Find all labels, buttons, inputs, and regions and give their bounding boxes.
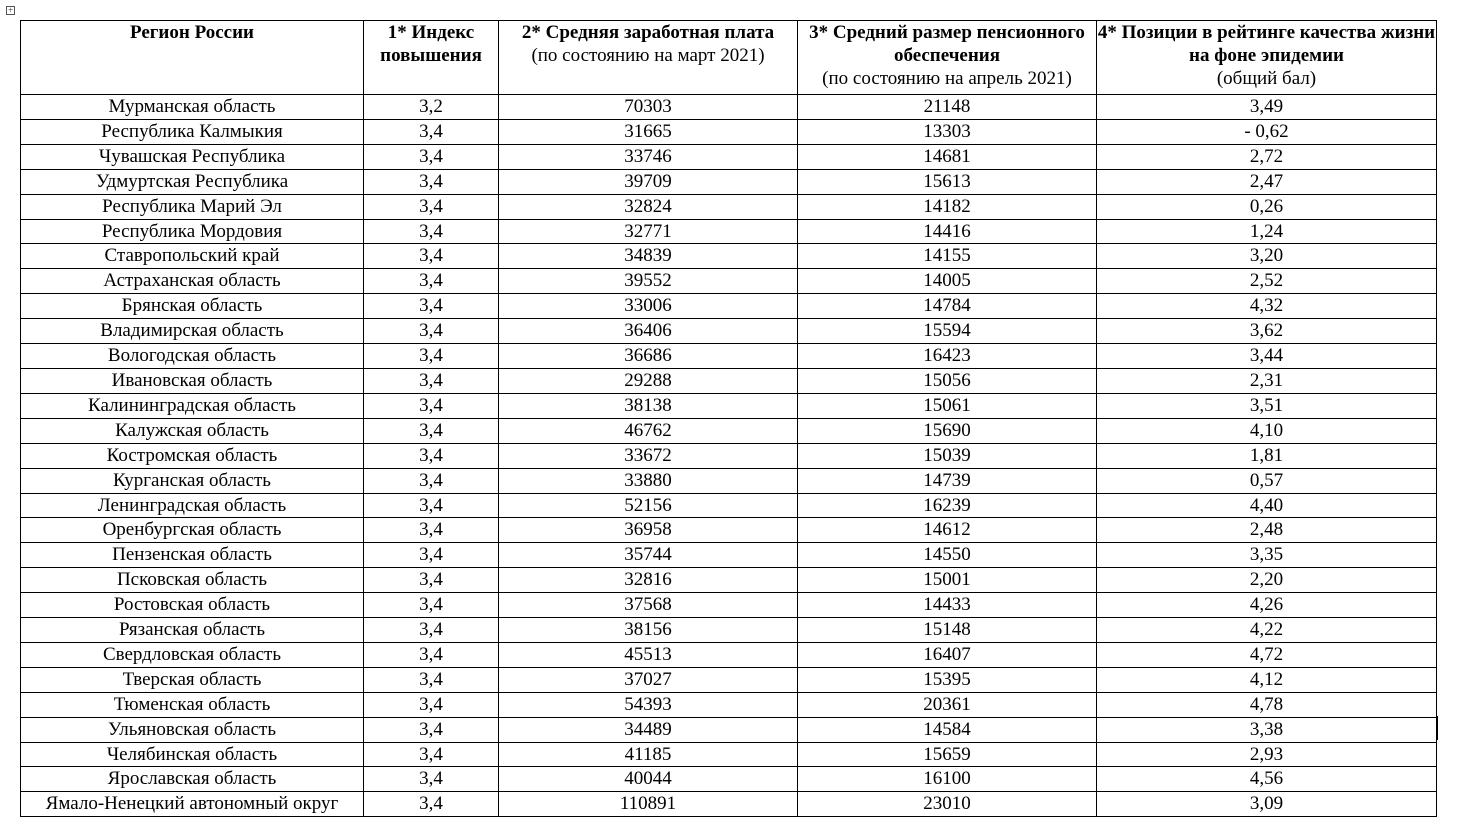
cell-region: Удмуртская Республика <box>21 169 364 194</box>
cell-pension: 14612 <box>798 518 1097 543</box>
cell-salary: 38156 <box>499 618 798 643</box>
cell-rating: 3,44 <box>1097 344 1437 369</box>
cell-salary: 70303 <box>499 95 798 120</box>
cell-pension: 16407 <box>798 642 1097 667</box>
table-row <box>21 194 1437 219</box>
cell-region: Ярославская область <box>21 767 364 792</box>
cell-index: 3,4 <box>364 618 499 643</box>
cell-index: 3,4 <box>364 493 499 518</box>
cell-pension: 15001 <box>798 568 1097 593</box>
cell-index: 3,2 <box>364 95 499 120</box>
cell-rating: 2,52 <box>1097 269 1437 294</box>
cell-pension: 14155 <box>798 244 1097 269</box>
cell-pension: 14681 <box>798 144 1097 169</box>
cell-region: Калининградская область <box>21 393 364 418</box>
cell-region: Ленинградская область <box>21 493 364 518</box>
table-row <box>21 792 1437 817</box>
table-row <box>21 294 1437 319</box>
cell-salary: 29288 <box>499 368 798 393</box>
cell-region: Ростовская область <box>21 593 364 618</box>
cell-pension: 15690 <box>798 418 1097 443</box>
cell-index: 3,4 <box>364 642 499 667</box>
cell-index: 3,4 <box>364 717 499 742</box>
cell-region: Ставропольский край <box>21 244 364 269</box>
cell-rating: 3,49 <box>1097 95 1437 120</box>
table-row <box>21 119 1437 144</box>
cell-rating: 2,93 <box>1097 742 1437 767</box>
table-row <box>21 667 1437 692</box>
cell-index: 3,4 <box>364 344 499 369</box>
cell-salary: 41185 <box>499 742 798 767</box>
cell-region: Курганская область <box>21 468 364 493</box>
cell-pension: 16239 <box>798 493 1097 518</box>
table-row <box>21 618 1437 643</box>
cell-region: Костромская область <box>21 443 364 468</box>
cell-index: 3,4 <box>364 767 499 792</box>
cell-rating: 3,09 <box>1097 792 1437 817</box>
cell-index: 3,4 <box>364 169 499 194</box>
cell-region: Челябинская область <box>21 742 364 767</box>
cell-salary: 33006 <box>499 294 798 319</box>
cell-index: 3,4 <box>364 692 499 717</box>
cell-index: 3,4 <box>364 418 499 443</box>
cell-rating: - 0,62 <box>1097 119 1437 144</box>
cell-index: 3,4 <box>364 593 499 618</box>
cell-region: Ивановская область <box>21 368 364 393</box>
cell-region: Ульяновская область <box>21 717 364 742</box>
cell-salary: 45513 <box>499 642 798 667</box>
table-row <box>21 692 1437 717</box>
header-title: 1* Индекс повышения <box>380 22 482 66</box>
table-row <box>21 443 1437 468</box>
cell-region: Рязанская область <box>21 618 364 643</box>
table-row <box>21 593 1437 618</box>
cell-salary: 46762 <box>499 418 798 443</box>
cell-rating: 4,10 <box>1097 418 1437 443</box>
cell-rating: 1,24 <box>1097 219 1437 244</box>
table-row <box>21 543 1437 568</box>
cell-pension: 16100 <box>798 767 1097 792</box>
cell-pension: 15659 <box>798 742 1097 767</box>
table-row <box>21 244 1437 269</box>
cell-rating: 1,81 <box>1097 443 1437 468</box>
cell-salary: 54393 <box>499 692 798 717</box>
cell-region: Мурманская область <box>21 95 364 120</box>
cell-rating: 0,57 <box>1097 468 1437 493</box>
cell-salary: 33880 <box>499 468 798 493</box>
cell-rating: 4,78 <box>1097 692 1437 717</box>
cell-rating: 2,47 <box>1097 169 1437 194</box>
cell-rating: 4,40 <box>1097 493 1437 518</box>
cell-rating: 0,26 <box>1097 194 1437 219</box>
cell-rating: 2,20 <box>1097 568 1437 593</box>
table-row <box>21 169 1437 194</box>
cell-pension: 15613 <box>798 169 1097 194</box>
cell-index: 3,4 <box>364 194 499 219</box>
table-move-handle-icon[interactable]: + <box>7 5 14 15</box>
cell-region: Пензенская область <box>21 543 364 568</box>
cell-region: Оренбургская область <box>21 518 364 543</box>
cell-pension: 15594 <box>798 319 1097 344</box>
header-title: 3* Средний размер пенсионного обеспечения <box>809 22 1085 66</box>
cell-pension: 14182 <box>798 194 1097 219</box>
cell-rating: 3,51 <box>1097 393 1437 418</box>
cell-salary: 32771 <box>499 219 798 244</box>
cell-region: Владимирская область <box>21 319 364 344</box>
cell-index: 3,4 <box>364 319 499 344</box>
cell-rating: 4,32 <box>1097 294 1437 319</box>
cell-index: 3,4 <box>364 792 499 817</box>
cell-salary: 36686 <box>499 344 798 369</box>
table-row <box>21 418 1437 443</box>
header-note: (по состоянию на март 2021) <box>531 45 765 66</box>
cell-region: Тверская область <box>21 667 364 692</box>
cell-region: Республика Марий Эл <box>21 194 364 219</box>
cell-index: 3,4 <box>364 219 499 244</box>
cell-index: 3,4 <box>364 144 499 169</box>
header-title: Регион России <box>130 22 254 43</box>
cell-rating: 2,48 <box>1097 518 1437 543</box>
cell-salary: 33672 <box>499 443 798 468</box>
cell-region: Калужская область <box>21 418 364 443</box>
cell-index: 3,4 <box>364 568 499 593</box>
text-cursor-mark <box>1437 716 1438 740</box>
table-row <box>21 493 1437 518</box>
cell-rating: 2,72 <box>1097 144 1437 169</box>
cell-salary: 35744 <box>499 543 798 568</box>
cell-pension: 14005 <box>798 269 1097 294</box>
cell-index: 3,4 <box>364 667 499 692</box>
cell-pension: 15148 <box>798 618 1097 643</box>
header-note: (по состоянию на апрель 2021) <box>822 68 1072 89</box>
cell-region: Чувашская Республика <box>21 144 364 169</box>
cell-salary: 36406 <box>499 319 798 344</box>
cell-pension: 14550 <box>798 543 1097 568</box>
header-cell-region <box>21 21 364 95</box>
cell-salary: 34839 <box>499 244 798 269</box>
cell-region: Свердловская область <box>21 642 364 667</box>
table-row <box>21 144 1437 169</box>
cell-salary: 32816 <box>499 568 798 593</box>
cell-index: 3,4 <box>364 518 499 543</box>
cell-pension: 14416 <box>798 219 1097 244</box>
header-cell-rating <box>1097 21 1437 95</box>
cell-rating: 3,62 <box>1097 319 1437 344</box>
cell-region: Республика Мордовия <box>21 219 364 244</box>
cell-pension: 14739 <box>798 468 1097 493</box>
cell-rating: 3,35 <box>1097 543 1437 568</box>
cell-salary: 37027 <box>499 667 798 692</box>
table-row <box>21 468 1437 493</box>
header-title: 4* Позиции в рейтинге качества жизни на фоне эпидемии <box>1097 22 1436 66</box>
cell-salary: 52156 <box>499 493 798 518</box>
cell-index: 3,4 <box>364 368 499 393</box>
cell-index: 3,4 <box>364 443 499 468</box>
table-header <box>21 21 1437 95</box>
cell-salary: 39552 <box>499 269 798 294</box>
cell-salary: 33746 <box>499 144 798 169</box>
cell-rating: 2,31 <box>1097 368 1437 393</box>
cell-index: 3,4 <box>364 543 499 568</box>
cell-pension: 15395 <box>798 667 1097 692</box>
cell-rating: 3,20 <box>1097 244 1437 269</box>
table-row <box>21 344 1437 369</box>
table-row <box>21 219 1437 244</box>
cell-index: 3,4 <box>364 244 499 269</box>
table-row <box>21 568 1437 593</box>
cell-index: 3,4 <box>364 119 499 144</box>
cell-pension: 14784 <box>798 294 1097 319</box>
cell-rating: 4,26 <box>1097 593 1437 618</box>
cell-pension: 14433 <box>798 593 1097 618</box>
table-row <box>21 717 1437 742</box>
cell-salary: 39709 <box>499 169 798 194</box>
header-cell-pension <box>798 21 1097 95</box>
cell-pension: 16423 <box>798 344 1097 369</box>
data-table <box>20 20 1437 817</box>
table-row <box>21 95 1437 120</box>
cell-salary: 34489 <box>499 717 798 742</box>
cell-salary: 38138 <box>499 393 798 418</box>
table-row <box>21 393 1437 418</box>
header-row <box>21 21 1437 95</box>
cell-region: Тюменская область <box>21 692 364 717</box>
table-row <box>21 642 1437 667</box>
cell-pension: 20361 <box>798 692 1097 717</box>
cell-salary: 40044 <box>499 767 798 792</box>
cell-region: Брянская область <box>21 294 364 319</box>
header-title: 2* Средняя заработная плата <box>521 22 775 43</box>
cell-pension: 21148 <box>798 95 1097 120</box>
table-row <box>21 518 1437 543</box>
cell-pension: 23010 <box>798 792 1097 817</box>
table-row <box>21 269 1437 294</box>
cell-region: Ямало-Ненецкий автономный округ <box>21 792 364 817</box>
cell-pension: 15056 <box>798 368 1097 393</box>
cell-pension: 15039 <box>798 443 1097 468</box>
cell-salary: 36958 <box>499 518 798 543</box>
cell-index: 3,4 <box>364 468 499 493</box>
cell-rating: 4,56 <box>1097 767 1437 792</box>
table-row <box>21 742 1437 767</box>
table-row <box>21 767 1437 792</box>
table-row <box>21 368 1437 393</box>
cell-region: Астраханская область <box>21 269 364 294</box>
cell-index: 3,4 <box>364 269 499 294</box>
cell-index: 3,4 <box>364 393 499 418</box>
cell-pension: 15061 <box>798 393 1097 418</box>
cell-pension: 13303 <box>798 119 1097 144</box>
cell-index: 3,4 <box>364 742 499 767</box>
cell-region: Псковская область <box>21 568 364 593</box>
cell-pension: 14584 <box>798 717 1097 742</box>
cell-rating: 4,12 <box>1097 667 1437 692</box>
cell-rating: 4,22 <box>1097 618 1437 643</box>
table-body <box>21 95 1437 817</box>
cell-index: 3,4 <box>364 294 499 319</box>
cell-salary: 31665 <box>499 119 798 144</box>
cell-rating: 4,72 <box>1097 642 1437 667</box>
table-row <box>21 319 1437 344</box>
cell-region: Республика Калмыкия <box>21 119 364 144</box>
cell-rating: 3,38 <box>1097 717 1437 742</box>
cell-region: Вологодская область <box>21 344 364 369</box>
header-cell-salary <box>499 21 798 95</box>
cell-salary: 37568 <box>499 593 798 618</box>
header-note: (общий бал) <box>1216 68 1317 89</box>
cell-salary: 110891 <box>499 792 798 817</box>
cell-salary: 32824 <box>499 194 798 219</box>
header-cell-index <box>364 21 499 95</box>
